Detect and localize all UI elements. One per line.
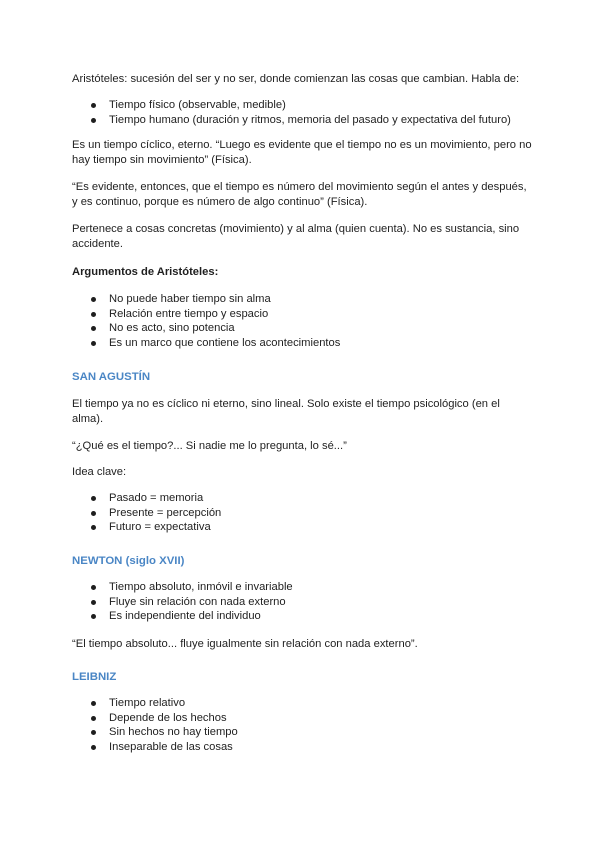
- leibniz-heading: LEIBNIZ: [72, 671, 117, 683]
- agustin-list: [72, 491, 532, 535]
- newton-list: [72, 580, 532, 624]
- list-item: Inseparable de las cosas: [72, 740, 532, 755]
- list-item: Tiempo humano (duración y ritmos, memoria del pasado y expectativa del futuro): [72, 113, 532, 128]
- aristoteles-pertenece: Pertenece a cosas concretas (movimiento) y al alma (quien cuenta). No es sustancia, sino accidente.: [72, 223, 520, 250]
- argumentos-title: Argumentos de Aristóteles:: [72, 266, 219, 278]
- list-item: Depende de los hechos: [72, 711, 532, 726]
- agustin-text: El tiempo ya no es cíclico ni eterno, sino lineal. Solo existe el tiempo psicológico (en el alma).: [72, 398, 500, 425]
- newton-quote: “El tiempo absoluto... fluye igualmente sin relación con nada externo”.: [72, 638, 418, 650]
- list-item: Tiempo físico (observable, medible): [72, 98, 532, 113]
- list-item: Pasado = memoria: [72, 491, 532, 506]
- aristoteles-tiempos-list: [72, 98, 532, 127]
- list-item: Sin hechos no hay tiempo: [72, 725, 532, 740]
- argumentos-list: [72, 292, 532, 350]
- list-item: Es un marco que contiene los acontecimientos: [72, 336, 532, 351]
- agustin-quote: “¿Qué es el tiempo?... Si nadie me lo pregunta, lo sé...”: [72, 440, 347, 452]
- newton-heading: NEWTON (siglo XVII): [72, 555, 185, 567]
- agustin-idea: Idea clave:: [72, 466, 127, 478]
- aristoteles-intro: Aristóteles: sucesión del ser y no ser, donde comienzan las cosas que cambian. Habla de:: [72, 73, 520, 85]
- list-item: Relación entre tiempo y espacio: [72, 307, 532, 322]
- list-item: Tiempo relativo: [72, 696, 532, 711]
- agustin-heading: SAN AGUSTÍN: [72, 371, 151, 383]
- list-item: Es independiente del individuo: [72, 609, 532, 624]
- aristoteles-ciclico: Es un tiempo cíclico, eterno. “Luego es evidente que el tiempo no es un movimiento, pero no hay tiempo sin movimiento” (Física).: [72, 139, 532, 166]
- leibniz-list: [72, 696, 532, 754]
- list-item: Futuro = expectativa: [72, 520, 532, 535]
- list-item: No puede haber tiempo sin alma: [72, 292, 532, 307]
- aristoteles-cita: “Es evidente, entonces, que el tiempo es número del movimiento según el antes y después, y es continuo, porque es número de algo continuo” (Física).: [72, 181, 527, 208]
- list-item: Presente = percepción: [72, 506, 532, 521]
- list-item: Tiempo absoluto, inmóvil e invariable: [72, 580, 532, 595]
- list-item: No es acto, sino potencia: [72, 321, 532, 336]
- list-item: Fluye sin relación con nada externo: [72, 595, 532, 610]
